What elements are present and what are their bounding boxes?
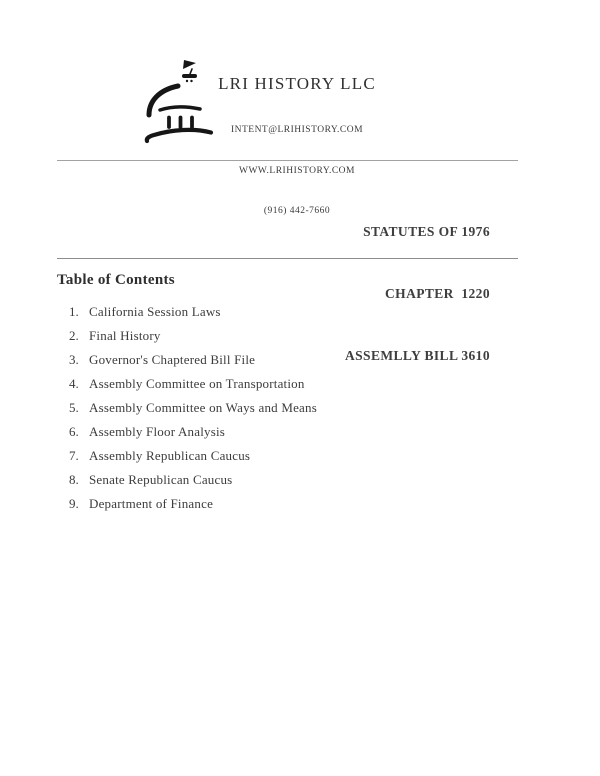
toc-item bbox=[69, 468, 317, 492]
toc-item-number: 3. bbox=[69, 352, 79, 367]
toc-item-label: Final History bbox=[89, 328, 161, 343]
toc-item-label: Assembly Floor Analysis bbox=[89, 424, 226, 439]
toc-item bbox=[69, 492, 317, 516]
statutes-line: STATUTES OF 1976 bbox=[363, 224, 490, 240]
toc-title: Table of Contents bbox=[57, 272, 175, 288]
toc-list bbox=[69, 300, 317, 516]
toc-item bbox=[69, 300, 317, 324]
toc-item-label: Assembly Republican Caucus bbox=[89, 448, 251, 463]
chapter-line: CHAPTER 1220 bbox=[385, 285, 490, 301]
company-name: LRI HISTORY LLC bbox=[218, 74, 376, 93]
toc-item-number: 9. bbox=[69, 496, 79, 511]
toc-item bbox=[69, 324, 317, 348]
contact-email: INTENT@LRIHISTORY.COM bbox=[230, 125, 364, 135]
toc-item-label: Senate Republican Caucus bbox=[89, 472, 233, 487]
toc-item bbox=[69, 444, 317, 468]
toc-item-number: 8. bbox=[69, 472, 79, 487]
toc-item bbox=[69, 396, 317, 420]
divider-top bbox=[57, 160, 518, 161]
divider-bottom bbox=[57, 258, 518, 259]
toc-item-number: 1. bbox=[69, 304, 79, 319]
toc-item-label: California Session Laws bbox=[89, 304, 221, 319]
assembly-bill-line: ASSEMLLY BILL 3610 bbox=[344, 347, 490, 363]
toc-item-label: Assembly Committee on Transportation bbox=[89, 376, 305, 391]
toc-item-label: Department of Finance bbox=[89, 496, 214, 511]
toc-item bbox=[69, 420, 317, 444]
toc-item-number: 4. bbox=[69, 376, 79, 391]
toc-item bbox=[69, 372, 317, 396]
toc-item-number: 6. bbox=[69, 424, 79, 439]
toc-item-number: 5. bbox=[69, 400, 79, 415]
toc-item bbox=[69, 348, 317, 372]
toc-item-number: 2. bbox=[69, 328, 79, 343]
toc-item-label: Assembly Committee on Ways and Means bbox=[89, 400, 317, 415]
toc-item-label: Governor's Chaptered Bill File bbox=[89, 352, 256, 367]
contact-phone: (916) 442-7660 bbox=[263, 206, 331, 216]
contact-website: WWW.LRIHISTORY.COM bbox=[239, 165, 355, 176]
toc-item-number: 7. bbox=[69, 448, 79, 463]
